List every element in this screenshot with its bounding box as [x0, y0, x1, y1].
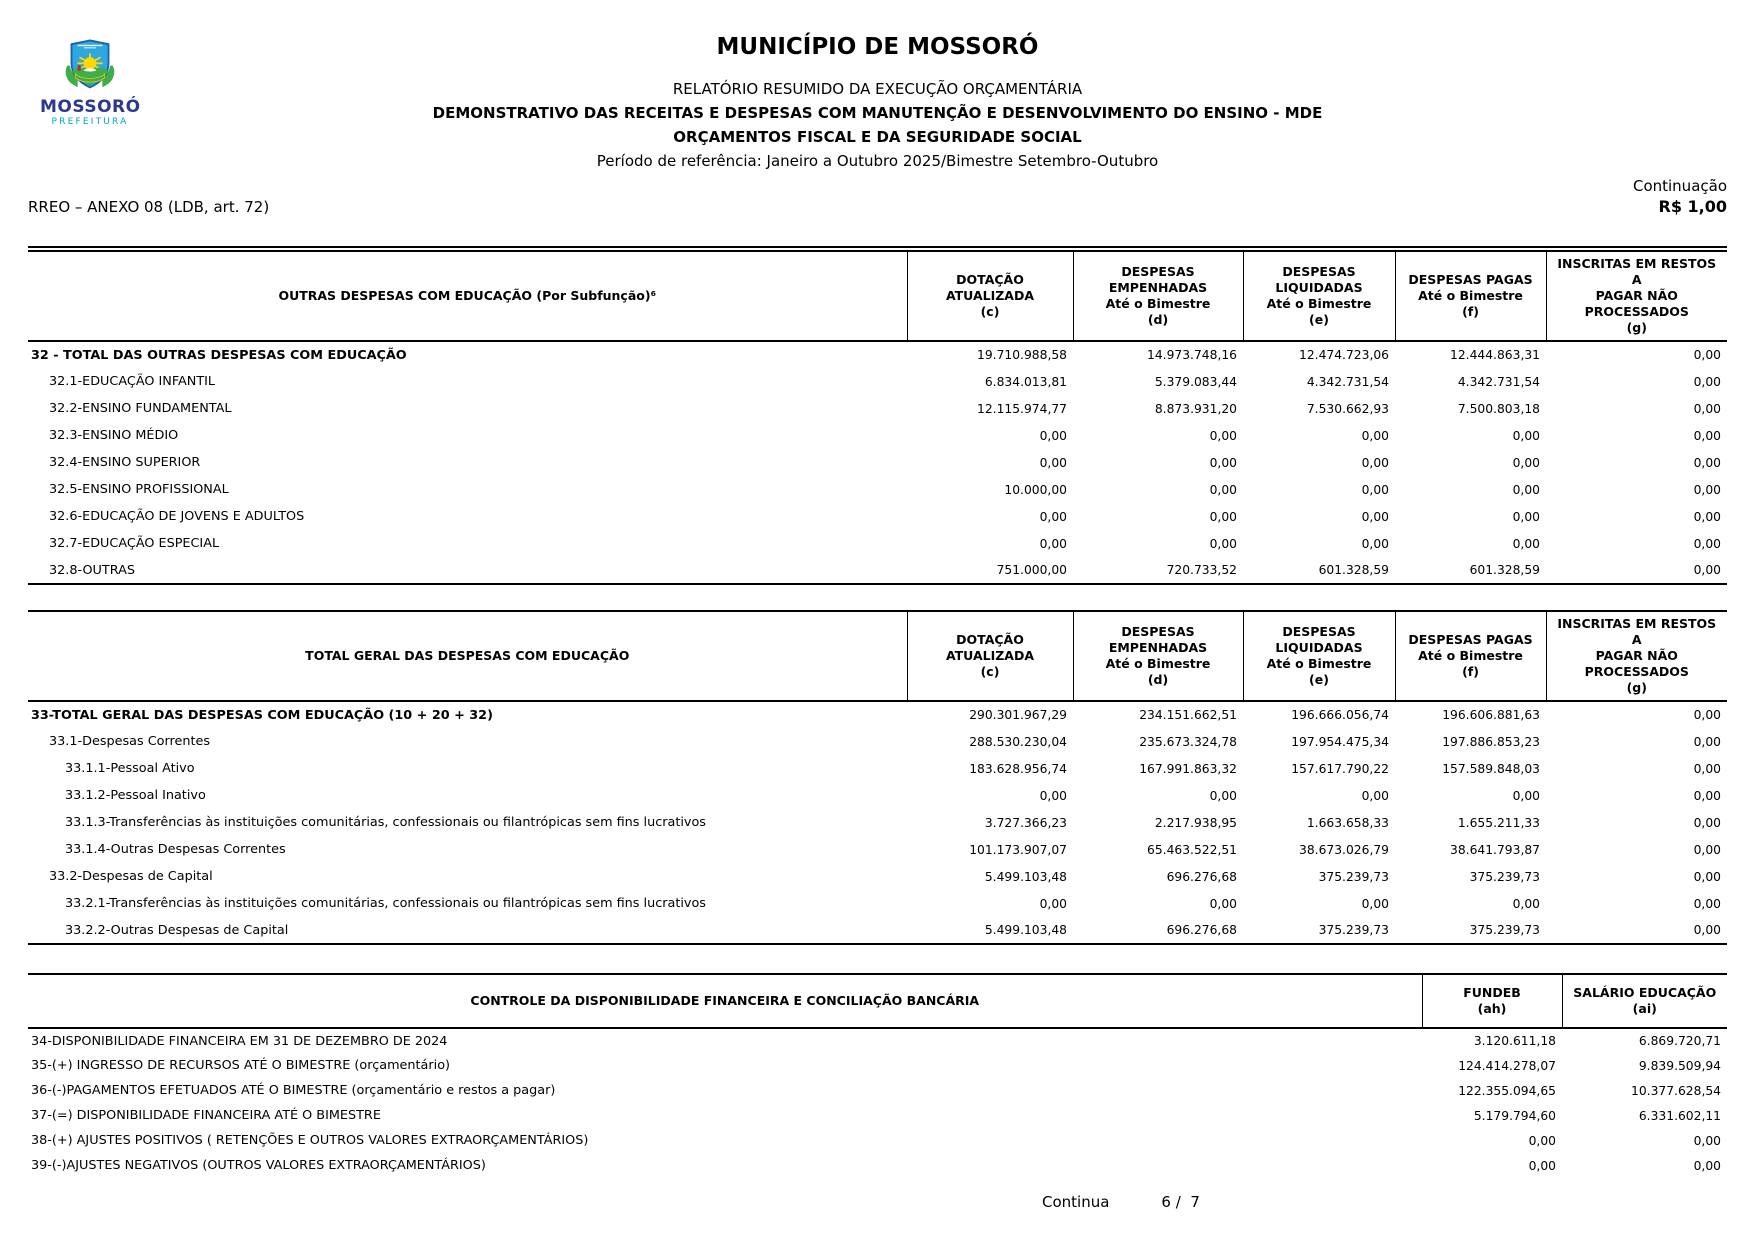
controle-disponibilidade-table-header — [28, 974, 1727, 1028]
row-value: 235.673.324,78 — [1139, 734, 1237, 749]
row-value: 0,00 — [1209, 896, 1237, 911]
row-value: 234.151.662,51 — [1139, 708, 1237, 722]
row-value: 0,00 — [1693, 1133, 1721, 1148]
row-label: 33.1.1-Pessoal Ativo — [65, 761, 195, 776]
table-row — [28, 1078, 1727, 1103]
table-row — [28, 476, 1727, 503]
row-value: 0,00 — [1693, 428, 1721, 443]
table-row — [28, 755, 1727, 782]
row-value: 0,00 — [1693, 842, 1721, 857]
table-row — [28, 863, 1727, 890]
row-value: 197.886.853,23 — [1442, 734, 1540, 749]
table-row — [28, 809, 1727, 836]
row-label: 32.7-EDUCAÇÃO ESPECIAL — [49, 536, 220, 551]
row-value: 0,00 — [1512, 509, 1540, 524]
controle-disponibilidade-table — [28, 973, 1727, 1178]
column-header-total-geral: TOTAL GERAL DAS DESPESAS COM EDUCAÇÃO — [28, 611, 907, 701]
row-value: 0,00 — [1361, 455, 1389, 470]
table-row — [28, 1028, 1727, 1053]
row-value: 157.589.848,03 — [1442, 761, 1540, 776]
row-value: 38.673.026,79 — [1299, 842, 1389, 857]
row-value: 0,00 — [1512, 428, 1540, 443]
table-row — [28, 1103, 1727, 1128]
row-value: 375.239,73 — [1469, 923, 1540, 937]
row-value: 0,00 — [1039, 509, 1067, 524]
row-value: 14.973.748,16 — [1147, 348, 1237, 362]
row-value: 0,00 — [1209, 428, 1237, 443]
table-row — [28, 836, 1727, 863]
row-value: 0,00 — [1693, 896, 1721, 911]
row-value: 1.655.211,33 — [1457, 815, 1540, 830]
row-value: 0,00 — [1512, 455, 1540, 470]
row-value: 5.379.083,44 — [1154, 374, 1237, 389]
row-value: 9.839.509,94 — [1638, 1058, 1721, 1073]
row-value: 0,00 — [1361, 509, 1389, 524]
row-value: 0,00 — [1693, 788, 1721, 803]
anexo-row — [28, 196, 1727, 218]
row-value: 183.628.956,74 — [969, 761, 1067, 776]
report-period: Período de referência: Janeiro a Outubro 2025/Bimestre Setembro-Outubro — [596, 152, 1159, 170]
logo-city-name: MOSSORÓ — [40, 97, 141, 117]
total-geral-table — [28, 610, 1727, 945]
row-value: 38.641.793,87 — [1450, 842, 1540, 857]
row-label: 32.5-ENSINO PROFISSIONAL — [49, 482, 229, 497]
row-value: 0,00 — [1693, 455, 1721, 470]
row-label: 36-(-)PAGAMENTOS EFETUADOS ATÉ O BIMESTRE (orçamentário e restos a pagar) — [31, 1083, 556, 1098]
row-value: 7.500.803,18 — [1457, 401, 1540, 416]
table-row — [28, 422, 1727, 449]
continua-label: Continua — [1042, 1193, 1110, 1211]
row-value: 0,00 — [1512, 536, 1540, 551]
row-value: 0,00 — [1512, 788, 1540, 803]
row-value: 65.463.522,51 — [1147, 842, 1237, 857]
row-value: 1.663.658,33 — [1306, 815, 1389, 830]
row-value: 0,00 — [1209, 788, 1237, 803]
row-value: 0,00 — [1693, 815, 1721, 830]
row-label: 34-DISPONIBILIDADE FINANCEIRA EM 31 DE DEZEMBRO DE 2024 — [31, 1033, 448, 1049]
row-value: 197.954.475,34 — [1291, 734, 1389, 749]
column-header-liquidadas: DESPESAS LIQUIDADAS Até o Bimestre (e) — [1243, 611, 1395, 701]
row-value: 288.530.230,04 — [969, 734, 1067, 749]
row-value: 0,00 — [1693, 348, 1721, 362]
row-value: 6.331.602,11 — [1638, 1108, 1721, 1123]
row-value: 4.342.731,54 — [1457, 374, 1540, 389]
table-row — [28, 395, 1727, 422]
row-value: 0,00 — [1693, 563, 1721, 577]
row-label: 33.1.2-Pessoal Inativo — [65, 788, 206, 803]
table-row — [28, 1153, 1727, 1178]
row-value: 0,00 — [1039, 788, 1067, 803]
report-subtitle-3: ORÇAMENTOS FISCAL E DA SEGURIDADE SOCIAL — [673, 128, 1082, 146]
row-value: 3.727.366,23 — [984, 815, 1067, 830]
row-label: 33.2.2-Outras Despesas de Capital — [65, 922, 289, 938]
column-header-pagas: DESPESAS PAGAS Até o Bimestre (f) — [1395, 249, 1546, 341]
row-value: 0,00 — [1528, 1158, 1556, 1173]
table-row — [28, 1128, 1727, 1153]
column-header-dotacao: DOTAÇÃO ATUALIZADA (c) — [907, 249, 1073, 341]
table-row — [28, 530, 1727, 557]
row-value: 5.179.794,60 — [1473, 1108, 1556, 1123]
row-label: 32.6-EDUCAÇÃO DE JOVENS E ADULTOS — [49, 509, 305, 524]
row-value: 0,00 — [1693, 536, 1721, 551]
continuation-label: Continuação — [1632, 177, 1727, 195]
row-value: 0,00 — [1361, 536, 1389, 551]
row-value: 0,00 — [1361, 482, 1389, 497]
row-value: 157.617.790,22 — [1291, 761, 1389, 776]
row-label: 32.2-ENSINO FUNDAMENTAL — [49, 401, 232, 416]
column-header-salario-educacao: SALÁRIO EDUCAÇÃO (ai) — [1562, 974, 1727, 1028]
total-geral-table-header — [28, 611, 1727, 701]
row-value: 720.733,52 — [1166, 563, 1237, 577]
column-header-restos-a-pagar: INSCRITAS EM RESTOS A PAGAR NÃO PROCESSADOS (g) — [1546, 249, 1727, 341]
currency-unit-label: R$ 1,00 — [1658, 197, 1727, 216]
row-value: 0,00 — [1693, 482, 1721, 497]
row-label: 32 - TOTAL DAS OUTRAS DESPESAS COM EDUCAÇÃO — [31, 347, 407, 363]
row-value: 375.239,73 — [1318, 869, 1389, 884]
row-label: 32.1-EDUCAÇÃO INFANTIL — [49, 374, 216, 389]
row-value: 0,00 — [1361, 788, 1389, 803]
total-geral-table-body — [28, 701, 1727, 944]
row-value: 751.000,00 — [996, 563, 1067, 577]
row-value: 124.414.278,07 — [1458, 1058, 1556, 1073]
row-label: 33.2-Despesas de Capital — [49, 869, 213, 884]
table-row — [28, 368, 1727, 395]
column-header-pagas: DESPESAS PAGAS Até o Bimestre (f) — [1395, 611, 1546, 701]
row-value: 122.355.094,65 — [1458, 1083, 1556, 1098]
column-header-restos-a-pagar: INSCRITAS EM RESTOS A PAGAR NÃO PROCESSADOS (g) — [1546, 611, 1727, 701]
logo-subtitle: PREFEITURA — [51, 117, 129, 127]
row-label: 35-(+) INGRESSO DE RECURSOS ATÉ O BIMESTRE (orçamentário) — [31, 1058, 451, 1073]
row-value: 12.444.863,31 — [1450, 348, 1540, 362]
row-value: 0,00 — [1039, 428, 1067, 443]
row-value: 696.276,68 — [1166, 923, 1237, 937]
table-row — [28, 341, 1727, 368]
row-value: 0,00 — [1039, 896, 1067, 911]
row-label: 33.1.3-Transferências às instituições comunitárias, confessionais ou filantrópicas sem fins lucrativos — [65, 815, 706, 830]
row-label: 39-(-)AJUSTES NEGATIVOS (OUTROS VALORES EXTRAORÇAMENTÁRIOS) — [31, 1158, 486, 1173]
report-header — [28, 32, 1727, 172]
row-value: 0,00 — [1209, 536, 1237, 551]
row-value: 12.115.974,77 — [977, 401, 1067, 416]
row-value: 375.239,73 — [1469, 869, 1540, 884]
row-label: 33.2.1-Transferências às instituições comunitárias, confessionais ou filantrópicas sem fins lucrativos — [65, 896, 706, 911]
column-header-empenhadas: DESPESAS EMPENHADAS Até o Bimestre (d) — [1073, 611, 1243, 701]
row-value: 0,00 — [1361, 428, 1389, 443]
row-label: 32.4-ENSINO SUPERIOR — [49, 455, 201, 470]
row-label: 32.3-ENSINO MÉDIO — [49, 428, 179, 443]
row-value: 0,00 — [1693, 374, 1721, 389]
row-value: 696.276,68 — [1166, 869, 1237, 884]
outras-despesas-table-header — [28, 249, 1727, 341]
row-value: 19.710.988,58 — [977, 348, 1067, 362]
table-row — [28, 890, 1727, 917]
outras-despesas-table — [28, 246, 1727, 585]
row-value: 101.173.907,07 — [969, 842, 1067, 857]
row-value: 12.474.723,06 — [1299, 348, 1389, 362]
row-value: 7.530.662,93 — [1306, 401, 1389, 416]
anexo-label: RREO – ANEXO 08 (LDB, art. 72) — [28, 198, 270, 216]
row-value: 601.328,59 — [1469, 563, 1540, 577]
table-row — [28, 449, 1727, 476]
row-value: 0,00 — [1693, 761, 1721, 776]
page-number: 6 / 7 — [1161, 1193, 1200, 1211]
column-header-empenhadas: DESPESAS EMPENHADAS Até o Bimestre (d) — [1073, 249, 1243, 341]
row-value: 5.499.103,48 — [984, 923, 1067, 937]
row-value: 375.239,73 — [1318, 923, 1389, 937]
row-value: 0,00 — [1361, 896, 1389, 911]
controle-disponibilidade-table-body — [28, 1028, 1727, 1178]
table-row — [28, 701, 1727, 728]
row-value: 167.991.863,32 — [1139, 761, 1237, 776]
row-value: 3.120.611,18 — [1473, 1034, 1556, 1048]
row-value: 290.301.967,29 — [969, 708, 1067, 722]
row-value: 10.377.628,54 — [1631, 1083, 1721, 1098]
row-label: 33-TOTAL GERAL DAS DESPESAS COM EDUCAÇÃO (10 + 20 + 32) — [31, 707, 493, 723]
column-header-subfuncao: OUTRAS DESPESAS COM EDUCAÇÃO (Por Subfunção)⁶ — [28, 249, 907, 341]
row-value: 0,00 — [1693, 869, 1721, 884]
row-label: 37-(=) DISPONIBILIDADE FINANCEIRA ATÉ O BIMESTRE — [31, 1108, 381, 1123]
table-row — [28, 728, 1727, 755]
row-value: 0,00 — [1693, 708, 1721, 722]
row-value: 10.000,00 — [1004, 482, 1067, 497]
row-label: 32.8-OUTRAS — [49, 562, 135, 578]
row-value: 0,00 — [1512, 896, 1540, 911]
row-value: 196.666.056,74 — [1291, 708, 1389, 722]
table-row — [28, 782, 1727, 809]
row-value: 0,00 — [1528, 1133, 1556, 1148]
table-row — [28, 503, 1727, 530]
column-header-dotacao: DOTAÇÃO ATUALIZADA (c) — [907, 611, 1073, 701]
report-subtitle-2: DEMONSTRATIVO DAS RECEITAS E DESPESAS COM MANUTENÇÃO E DESENVOLVIMENTO DO ENSINO - MDE — [432, 104, 1323, 122]
mossoro-logo — [40, 38, 140, 127]
row-label: 38-(+) AJUSTES POSITIVOS ( RETENÇÕES E OUTROS VALORES EXTRAORÇAMENTÁRIOS) — [31, 1133, 589, 1148]
row-value: 0,00 — [1693, 734, 1721, 749]
row-value: 0,00 — [1209, 509, 1237, 524]
report-subtitle-1: RELATÓRIO RESUMIDO DA EXECUÇÃO ORÇAMENTÁRIA — [672, 80, 1083, 98]
row-value: 5.499.103,48 — [984, 869, 1067, 884]
table-row — [28, 1053, 1727, 1078]
column-header-fundeb: FUNDEB (ah) — [1422, 974, 1562, 1028]
page-title: MUNICÍPIO DE MOSSORÓ — [716, 34, 1039, 60]
row-value: 4.342.731,54 — [1306, 374, 1389, 389]
page-footer — [28, 1192, 1727, 1212]
row-value: 0,00 — [1209, 455, 1237, 470]
row-value: 6.869.720,71 — [1638, 1034, 1721, 1048]
row-label: 33.1-Despesas Correntes — [49, 734, 211, 749]
row-value: 601.328,59 — [1318, 563, 1389, 577]
row-value: 6.834.013,81 — [984, 374, 1067, 389]
row-value: 0,00 — [1693, 923, 1721, 937]
row-value: 8.873.931,20 — [1154, 401, 1237, 416]
row-value: 0,00 — [1039, 455, 1067, 470]
column-header-liquidadas: DESPESAS LIQUIDADAS Até o Bimestre (e) — [1243, 249, 1395, 341]
row-value: 196.606.881,63 — [1442, 708, 1540, 722]
row-label: 33.1.4-Outras Despesas Correntes — [65, 842, 286, 857]
row-value: 0,00 — [1693, 1158, 1721, 1173]
mossoro-crest-icon — [59, 38, 121, 96]
row-value: 0,00 — [1693, 401, 1721, 416]
table-row — [28, 557, 1727, 584]
row-value: 0,00 — [1039, 536, 1067, 551]
row-value: 2.217.938,95 — [1154, 815, 1237, 830]
row-value: 0,00 — [1512, 482, 1540, 497]
table-row — [28, 917, 1727, 944]
row-value: 0,00 — [1209, 482, 1237, 497]
column-header-controle: CONTROLE DA DISPONIBILIDADE FINANCEIRA E CONCILIAÇÃO BANCÁRIA — [28, 974, 1422, 1028]
outras-despesas-table-body — [28, 341, 1727, 584]
row-value: 0,00 — [1693, 509, 1721, 524]
